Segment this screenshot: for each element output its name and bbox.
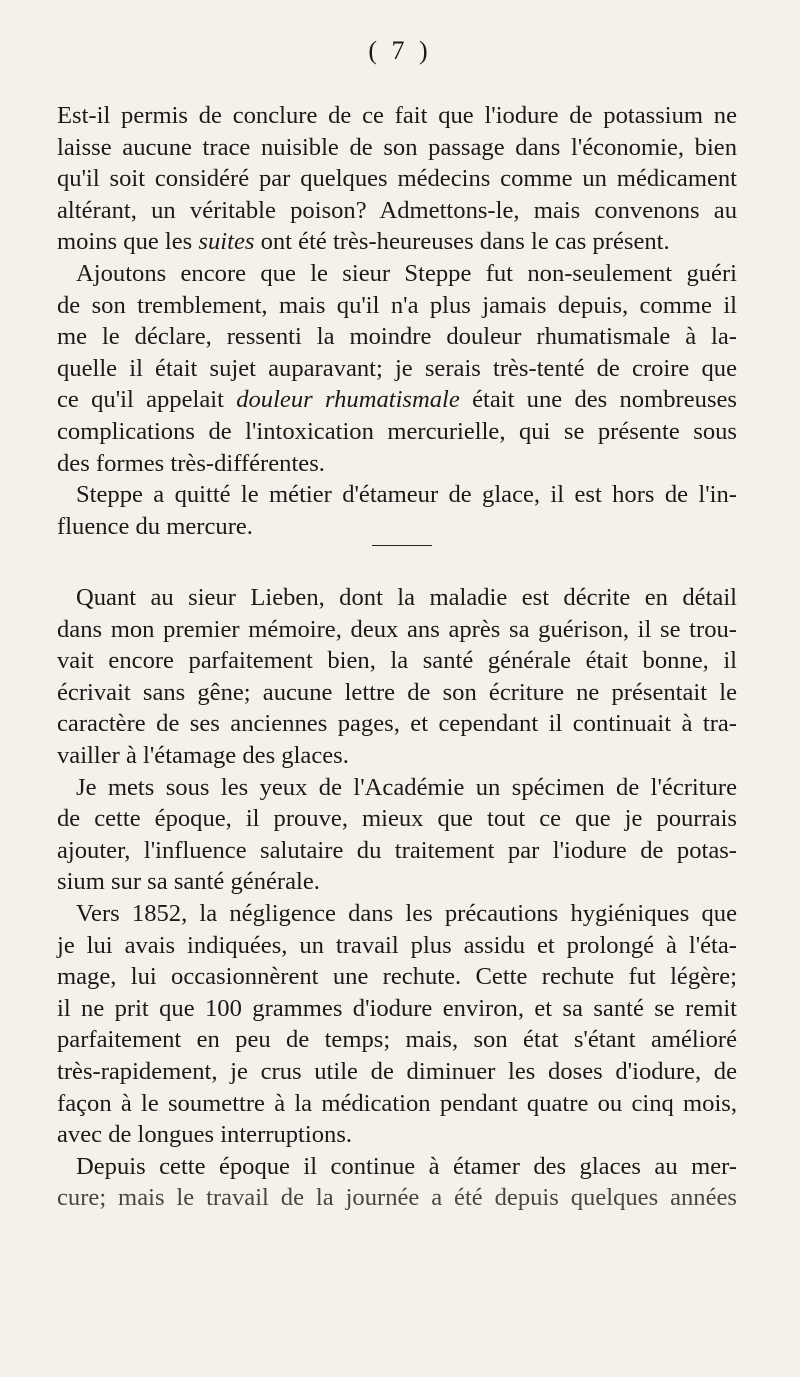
text-line: altérant, un véritable poison? Admettons-le, mais convenons au <box>57 196 737 224</box>
text-line: qu'il soit considéré par quelques médecins comme un médicament <box>57 165 737 193</box>
text-line: il ne prit que 100 grammes d'iodure environ, et sa santé se remit <box>57 994 737 1022</box>
text-line: Depuis cette époque il continue à étamer des glaces au mer- <box>76 1152 737 1180</box>
text-line: mage, lui occasionnèrent une rechute. Cette rechute fut légère; <box>57 963 737 991</box>
text-line: ce qu'il appelait douleur rhumatismale était une des nombreuses <box>57 386 737 414</box>
text-line: Est-il permis de conclure de ce fait que l'iodure de potassium ne <box>57 102 737 129</box>
text-line: avec de longues interruptions. <box>57 1121 353 1149</box>
text-line: cure; mais le travail de la journée a été depuis quelques années <box>57 1184 737 1212</box>
paragraph-block-1 <box>57 100 737 542</box>
text-line: sium sur sa santé générale. <box>57 868 320 896</box>
text-line: moins que les suites ont été très-heureuses dans le cas présent. <box>57 228 670 256</box>
text-line: quelle il était sujet auparavant; je serais très-tenté de croire que <box>57 354 737 382</box>
text-line: je lui avais indiquées, un travail plus assidu et prolongé à l'éta- <box>57 931 737 959</box>
text-line: dans mon premier mémoire, deux ans après sa guérison, il se trou- <box>57 615 737 643</box>
text-line: laisse aucune trace nuisible de son passage dans l'économie, bien <box>57 133 737 161</box>
section-separator-rule <box>372 545 432 546</box>
text-line: des formes très-différentes. <box>57 449 325 477</box>
text-line: vailler à l'étamage des glaces. <box>57 741 349 769</box>
text-line: Steppe a quitté le métier d'étameur de glace, il est hors de l'in- <box>76 481 737 509</box>
text-line: Ajoutons encore que le sieur Steppe fut non-seulement guéri <box>76 259 737 287</box>
text-line: Vers 1852, la négligence dans les précautions hygiéniques que <box>76 899 737 927</box>
text-line: Quant au sieur Lieben, dont la maladie est décrite en détail <box>76 584 737 611</box>
text-line: façon à le soumettre à la médication pendant quatre ou cinq mois, <box>57 1089 737 1117</box>
text-line: fluence du mercure. <box>57 512 253 540</box>
text-line: Je mets sous les yeux de l'Académie un spécimen de l'écriture <box>76 773 737 801</box>
text-line: de son tremblement, mais qu'il n'a plus jamais depuis, comme il <box>57 291 737 319</box>
text-line: caractère de ses anciennes pages, et cependant il continuait à tra- <box>57 710 737 738</box>
text-line: très-rapidement, je crus utile de diminuer les doses d'iodure, de <box>57 1057 737 1085</box>
text-line: me le déclare, ressenti la moindre douleur rhumatismale à la- <box>57 323 737 351</box>
paragraph-block-2 <box>57 582 737 1214</box>
text-line: parfaitement en peu de temps; mais, son état s'étant amélioré <box>57 1026 737 1054</box>
text-line: ajouter, l'influence salutaire du traitement par l'iodure de potas- <box>57 836 737 864</box>
text-line: complications de l'intoxication mercurielle, qui se présente sous <box>57 417 737 445</box>
text-line: vait encore parfaitement bien, la santé générale était bonne, il <box>57 647 737 675</box>
text-line: de cette époque, il prouve, mieux que tout ce que je pourrais <box>57 805 737 833</box>
page-number: ( 7 ) <box>368 36 432 65</box>
text-line: écrivait sans gêne; aucune lettre de son écriture ne présentait le <box>57 678 737 706</box>
